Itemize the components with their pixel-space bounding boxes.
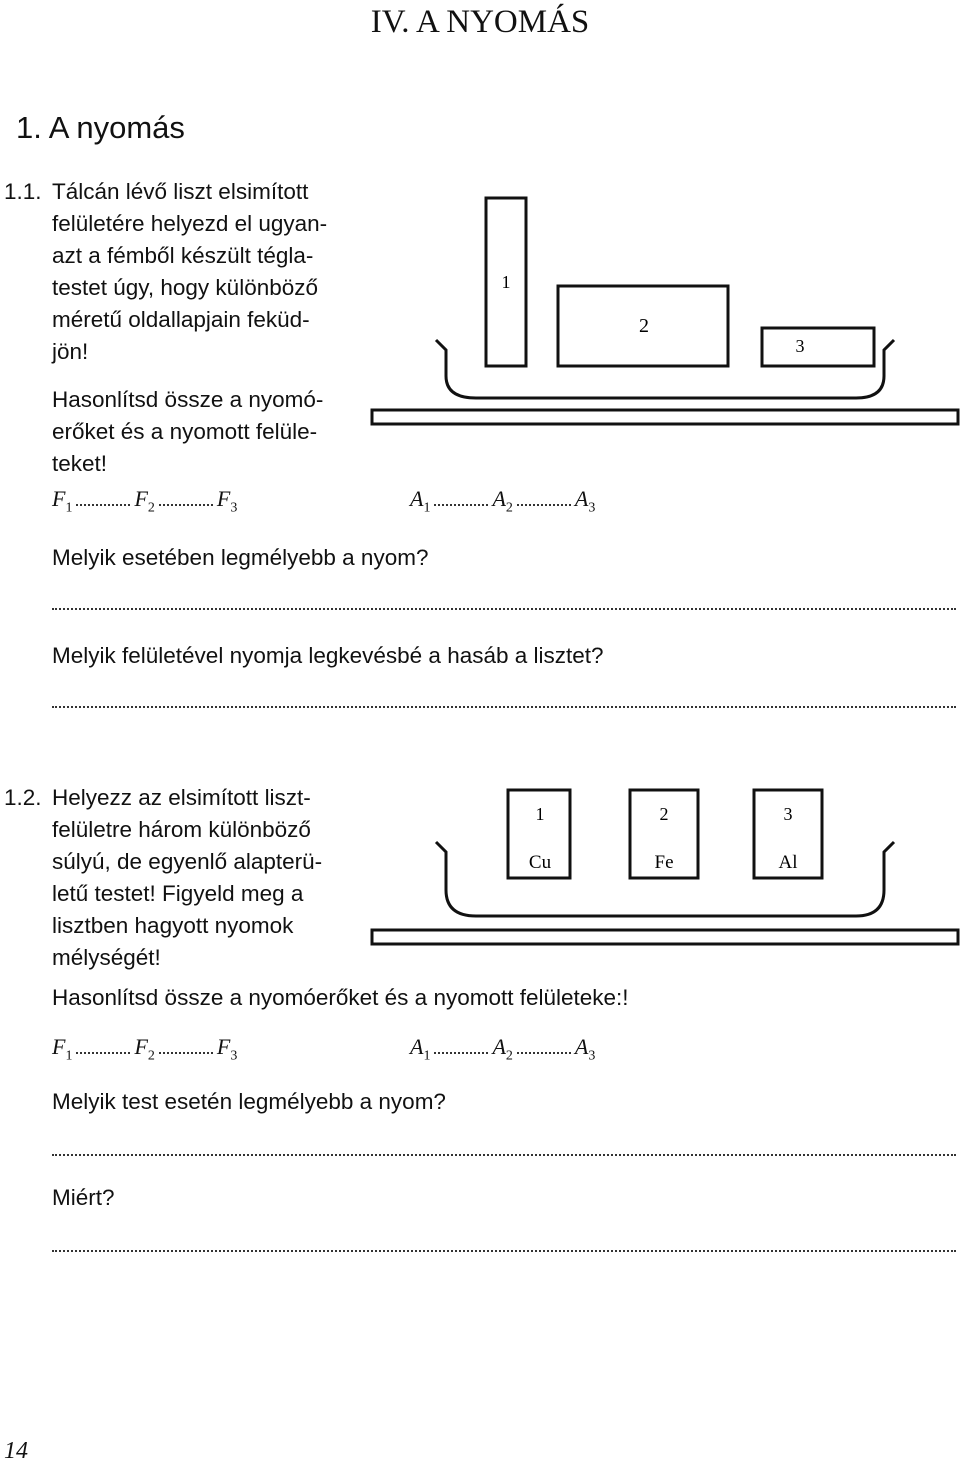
chapter-title: IV. A NYOMÁS <box>370 4 590 40</box>
text-line: teket! <box>52 451 108 476</box>
text-line: erőket és a nyomott felüle- <box>52 419 318 444</box>
block-cu-material: Cu <box>528 852 552 873</box>
blank[interactable] <box>517 1052 571 1054</box>
block-2-label: 2 <box>639 315 649 337</box>
text-line: lisztben hagyott nyomok <box>52 913 294 938</box>
table-shape <box>372 930 958 944</box>
question-deepest-imprint: Melyik esetében legmélyebb a nyom? <box>52 545 429 570</box>
blank[interactable] <box>159 1052 213 1054</box>
question-least-pressure: Melyik felületével nyomja legkevésbé a hasáb a lisztet? <box>52 643 604 668</box>
block-3-label: 3 <box>795 336 805 356</box>
answer-line[interactable] <box>52 706 956 708</box>
text-line: Tálcán lévő liszt elsimított <box>52 179 309 204</box>
blank[interactable] <box>76 504 130 506</box>
page-number: 14 <box>4 1438 28 1464</box>
block-3-shape <box>762 328 874 366</box>
text-line: felületre három különböző <box>52 817 311 842</box>
answer-line[interactable] <box>52 1154 956 1156</box>
text-line: azt a fémből készült tégla- <box>52 243 314 268</box>
text-line: jön! <box>52 339 89 364</box>
blank[interactable] <box>159 504 213 506</box>
block-al-material: Al <box>778 852 798 873</box>
block-3-label: 3 <box>783 804 793 824</box>
text-line: mélységét! <box>52 945 161 970</box>
block-1-label: 1 <box>535 804 545 824</box>
tray-shape <box>436 340 894 398</box>
tray-diagram-2 <box>0 780 960 960</box>
force-comparison-2: $F_1$ $F_2$ $F_3$ <box>52 1034 238 1064</box>
text-line: Hasonlítsd össze a nyomó- <box>52 387 324 412</box>
exercise-2-number: 1.2. <box>4 785 42 810</box>
blank[interactable] <box>434 504 488 506</box>
force-comparison-1: $F_1$ $F_2$ $F_3$ <box>52 486 238 516</box>
blank[interactable] <box>517 504 571 506</box>
blank[interactable] <box>76 1052 130 1054</box>
exercise-1-number: 1.1. <box>4 179 42 204</box>
answer-line[interactable] <box>52 1250 956 1252</box>
text-line: súlyú, de egyenlő alapterü- <box>52 849 323 874</box>
text-line: letű testet! Figyeld meg a <box>52 881 304 906</box>
blank[interactable] <box>434 1052 488 1054</box>
exercise-2-compare: Hasonlítsd össze a nyomóerőket és a nyomott felületeke:! <box>52 985 629 1010</box>
block-2-label: 2 <box>659 804 669 824</box>
area-comparison-1: $A_1$ $A_2$ $A_3$ <box>410 486 596 516</box>
question-deepest-imprint-2: Melyik test esetén legmélyebb a nyom? <box>52 1089 446 1114</box>
table-shape <box>372 410 958 424</box>
text-line: felületére helyezd el ugyan- <box>52 211 328 236</box>
text-line: méretű oldallapjain feküd- <box>52 307 310 332</box>
block-1-label: 1 <box>501 272 511 292</box>
tray-diagram-1 <box>0 180 960 450</box>
question-why: Miért? <box>52 1185 115 1210</box>
area-comparison-2: $A_1$ $A_2$ $A_3$ <box>410 1034 596 1064</box>
section-title: 1. A nyomás <box>16 110 185 145</box>
answer-line[interactable] <box>52 608 956 610</box>
block-fe-material: Fe <box>654 852 674 873</box>
text-line: testet úgy, hogy különböző <box>52 275 319 300</box>
text-line: Helyezz az elsimított liszt- <box>52 785 311 810</box>
